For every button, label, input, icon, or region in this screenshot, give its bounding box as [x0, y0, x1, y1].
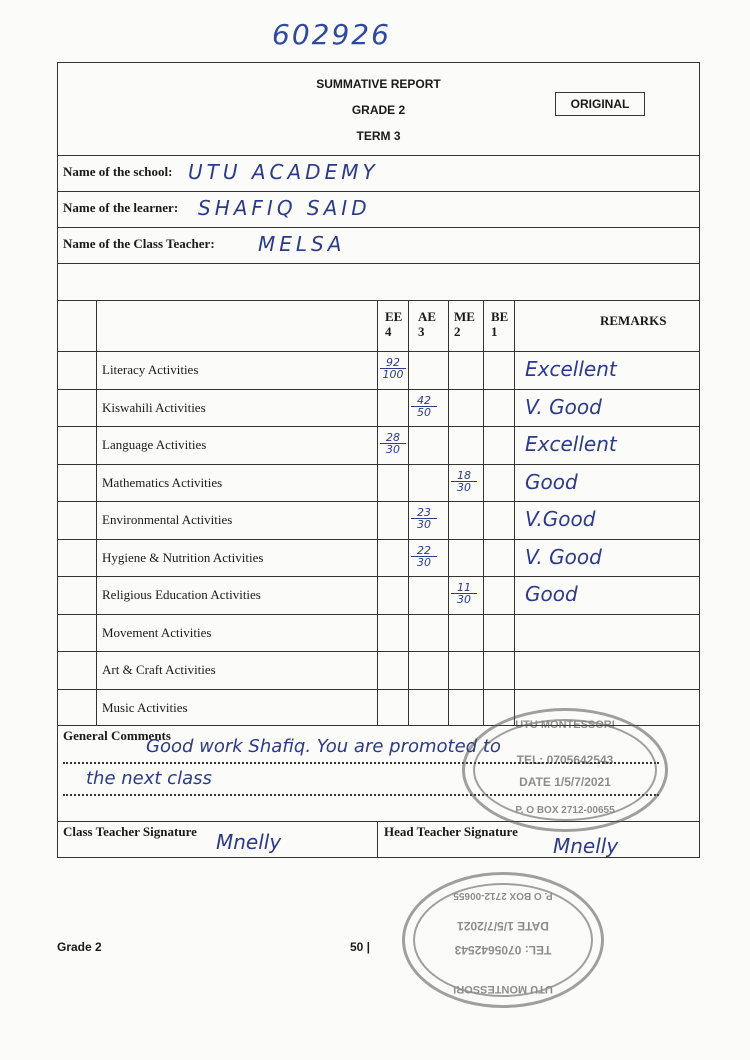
subject-remark: Excellent: [525, 432, 617, 456]
subject-score: 42 50: [411, 395, 437, 418]
school-value: UTU ACADEMY: [188, 160, 379, 184]
subject-score: 11 30: [451, 582, 477, 605]
report-title: SUMMATIVE REPORT: [316, 77, 441, 91]
header-ee: EE 4: [385, 309, 403, 339]
stamp-tel: TEL: 0705642543: [454, 943, 552, 957]
subject-name: Hygiene & Nutrition Activities: [102, 549, 264, 565]
subject-score: 22 30: [411, 545, 437, 568]
subject-name: Art & Craft Activities: [102, 662, 216, 677]
stamp-box: P. O BOX 2712-00655: [515, 805, 615, 816]
subject-remark: V.Good: [525, 507, 596, 531]
document-number: 602926: [272, 18, 391, 51]
stamp-date: DATE 1/5/7/2021: [519, 775, 611, 789]
footer-grade: Grade 2: [57, 940, 102, 954]
subject-remark: V. Good: [525, 394, 602, 419]
stamp-name: UTU MONTESSORI: [515, 719, 615, 731]
subject-name: Literacy Activities: [102, 362, 199, 377]
grid-line: [483, 301, 484, 726]
teacher-value: MELSA: [258, 232, 346, 256]
grid-line: [96, 301, 97, 726]
subject-remark: Excellent: [525, 357, 617, 381]
subject-score: 28 30: [380, 432, 406, 455]
subject-score: 92 100: [380, 357, 406, 380]
head-teacher-signature: Mnelly: [553, 834, 619, 858]
subject-name: Kiswahili Activities: [102, 399, 206, 415]
class-teacher-signature-label: Class Teacher Signature: [63, 824, 197, 839]
table-row: [58, 501, 699, 502]
table-row: [58, 651, 699, 652]
header-be: BE 1: [491, 309, 509, 339]
school-row: [58, 155, 699, 191]
stamp-tel: TEL: 0705642543: [516, 753, 614, 767]
table-row: [58, 426, 699, 427]
class-teacher-signature: Mnelly: [216, 830, 282, 854]
comments-line-1: Good work Shafiq. You are promoted to: [146, 736, 501, 757]
teacher-row: [58, 227, 699, 263]
subject-score: 18 30: [451, 470, 477, 493]
assessment-grid: [58, 300, 699, 726]
table-row: [58, 689, 699, 690]
school-stamp: [462, 708, 668, 832]
blank-row: [58, 263, 699, 301]
grid-line: [377, 822, 378, 858]
school-stamp-faint: [402, 872, 604, 1008]
stamp-name: UTU MONTESSORI: [453, 983, 553, 995]
grid-line: [408, 301, 409, 726]
head-teacher-signature-label: Head Teacher Signature: [384, 824, 518, 839]
table-row: [58, 464, 699, 465]
report-grade: GRADE 2: [351, 103, 406, 117]
grid-line: [377, 301, 378, 726]
learner-label: Name of the learner:: [63, 200, 179, 215]
stamp-date: DATE 1/5/7/2021: [457, 919, 549, 933]
comments-line-2: the next class: [86, 768, 212, 789]
learner-value: SHAFIQ SAID: [198, 196, 371, 220]
table-row: [58, 389, 699, 390]
footer-page: 50 |: [350, 940, 371, 954]
header-remarks: REMARKS: [600, 313, 667, 328]
subject-remark: Good: [525, 582, 578, 606]
subject-score: 23 30: [411, 507, 437, 530]
subject-name: Religious Education Activities: [102, 587, 261, 602]
table-row: [58, 576, 699, 577]
subject-name: Music Activities: [102, 699, 188, 715]
report-term: TERM 3: [356, 129, 401, 143]
original-badge: ORIGINAL: [555, 92, 645, 116]
subject-name: Language Activities: [102, 437, 207, 452]
stamp-box: P. O BOX 2712-00655: [453, 890, 553, 901]
subject-name: Movement Activities: [102, 624, 212, 640]
subject-remark: V. Good: [525, 544, 602, 569]
table-row: [58, 539, 699, 540]
header-me: ME 2: [454, 309, 475, 339]
subject-name: Mathematics Activities: [102, 474, 223, 490]
learner-row: [58, 191, 699, 227]
subject-remark: Good: [525, 469, 578, 494]
table-row: [58, 351, 699, 352]
general-comments-label: General Comments: [63, 728, 171, 743]
table-row: [58, 614, 699, 615]
grid-line: [514, 301, 515, 726]
school-label: Name of the school:: [63, 164, 173, 179]
grid-line: [448, 301, 449, 726]
subject-name: Environmental Activities: [102, 512, 233, 527]
header-ae: AE 3: [418, 309, 437, 339]
teacher-label: Name of the Class Teacher:: [63, 236, 215, 251]
